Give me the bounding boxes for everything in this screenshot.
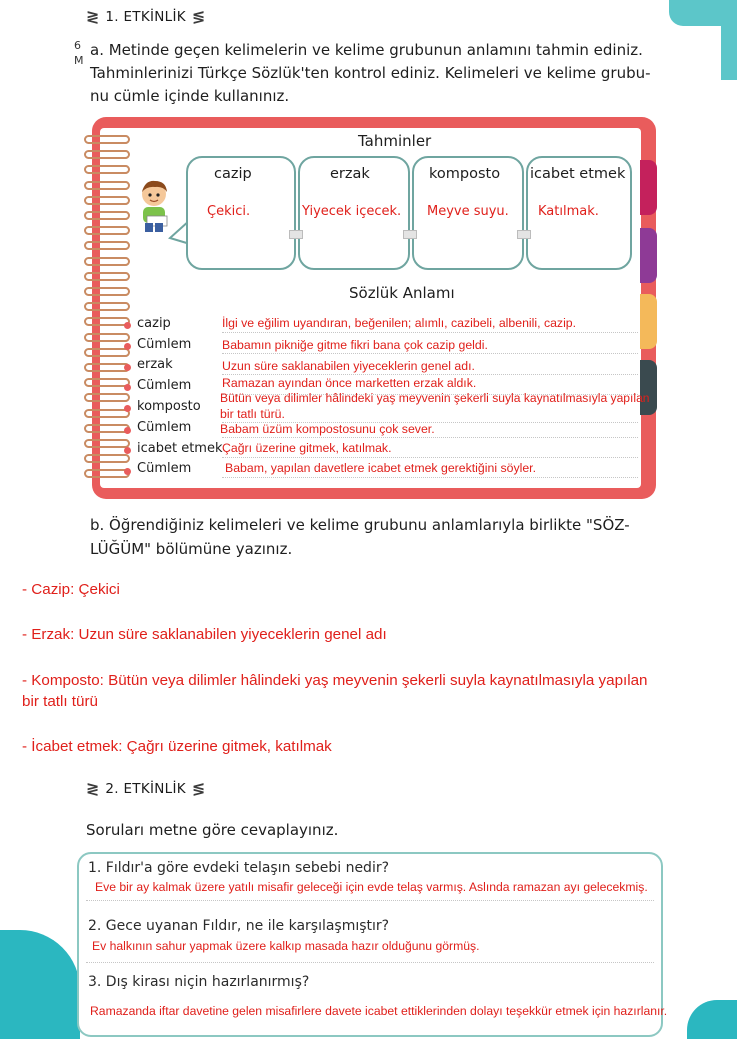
card-connector (517, 230, 531, 239)
notebook-tab (640, 160, 657, 215)
row-bullet (124, 405, 131, 412)
dictionary-title: Sözlük Anlamı (349, 284, 455, 302)
corner-decoration (0, 930, 80, 1039)
card-guess: Katılmak. (538, 204, 599, 219)
answer: Ev halkının sahur yapmak üzere kalkıp masada hazır olduğunu görmüş. (92, 939, 480, 953)
margin-mark: 6 M (74, 39, 84, 67)
spiral-ring (84, 439, 130, 448)
writing-line (222, 374, 638, 375)
spiral-ring (84, 181, 130, 190)
card-connector (289, 230, 303, 239)
row-label: Cümlem (137, 461, 192, 476)
row-bullet (124, 322, 131, 329)
spiral-ring (84, 257, 130, 266)
question: 1. Fıldır'a göre evdeki telaşın sebebi nedir? (88, 860, 390, 876)
answer: Ramazanda iftar davetine gelen misafirlere davete icabet ettiklerinden dolayı teşekkür etmek için hazırlanır. (90, 1004, 668, 1018)
spiral-ring (84, 333, 130, 342)
card-word: cazip (214, 166, 252, 182)
answer: Eve bir ay kalmak üzere yatılı misafir geleceği için evde telaş varmış. Aslında ramazan ayı gelecekmiş. (95, 880, 648, 894)
card-word: komposto (429, 166, 501, 182)
spiral-ring (84, 211, 130, 220)
instruction-a-line-1: a. Metinde geçen kelimelerin ve kelime grubunun anlamını tahmin ediniz. (90, 41, 643, 59)
row-bullet (124, 468, 131, 475)
writing-line (222, 457, 638, 458)
writing-line (86, 962, 654, 963)
row-answer: Babam üzüm kompostosunu çok sever. (220, 422, 435, 436)
instruction-a-line-2: Tahminlerinizi Türkçe Sözlük'ten kontrol ediniz. Kelimeleri ve kelime grubu- (90, 64, 651, 82)
guesses-title: Tahminler (358, 132, 432, 150)
spiral-ring (84, 196, 130, 205)
row-label: Cümlem (137, 420, 192, 435)
card-connector (403, 230, 417, 239)
glossary-entry-continued: bir tatlı türü (22, 693, 98, 710)
row-label: Cümlem (137, 337, 192, 352)
row-answer: İlgi ve eğilim uyandıran, beğenilen; alımlı, cazibeli, albenili, cazip. (222, 316, 577, 330)
row-label: komposto (137, 399, 201, 414)
wave-icon: ≶ (191, 7, 206, 26)
notebook-tab (640, 228, 657, 283)
card-word: icabet etmek (530, 166, 626, 182)
corner-decoration (721, 0, 737, 80)
row-answer: Bütün veya dilimler hâlindeki yaş meyvenin şekerli suyla kaynatılmasıyla yapılan (220, 391, 650, 405)
row-answer: Babam, yapılan davetlere icabet etmek gerektiğini söyler. (225, 461, 537, 475)
instruction-b-line-1: b. Öğrendiğiniz kelimeleri ve kelime grubunu anlamlarıyla birlikte "SÖZ- (90, 516, 630, 534)
writing-line (222, 332, 638, 333)
row-bullet (124, 343, 131, 350)
glossary-entry: - İcabet etmek: Çağrı üzerine gitmek, katılmak (22, 738, 332, 755)
spiral-ring (84, 393, 130, 402)
row-bullet (124, 384, 131, 391)
notebook-tab (640, 360, 657, 415)
wave-icon: ≷ (86, 779, 100, 798)
spiral-ring (84, 348, 130, 357)
spiral-ring (84, 150, 130, 159)
activity-2-instruction: Soruları metne göre cevaplayınız. (86, 821, 339, 839)
spiral-ring (84, 454, 130, 463)
row-answer: Uzun süre saklanabilen yiyeceklerin genel adı. (222, 359, 475, 373)
row-bullet (124, 364, 131, 371)
glossary-entry: - Cazip: Çekici (22, 581, 120, 598)
writing-line (222, 437, 638, 438)
spiral-ring (84, 409, 130, 418)
spiral-ring (84, 272, 130, 281)
row-answer: Çağrı üzerine gitmek, katılmak. (222, 441, 392, 455)
spiral-ring (84, 424, 130, 433)
writing-line (86, 900, 654, 901)
row-label: Cümlem (137, 378, 192, 393)
wave-icon: ≶ (191, 779, 206, 798)
spiral-ring (84, 241, 130, 250)
question: 2. Gece uyanan Fıldır, ne ile karşılaşmıştır? (88, 918, 390, 934)
row-answer-continued: bir tatlı türü. (220, 407, 285, 421)
glossary-entry: - Komposto: Bütün veya dilimler hâlindeki yaş meyvenin şekerli suyla kaynatılmasıyla yapılan (22, 672, 648, 689)
row-answer: Ramazan ayından önce marketten erzak aldık. (222, 376, 477, 390)
spiral-ring (84, 165, 130, 174)
badge-label: 1. ETKİNLİK (105, 9, 186, 25)
badge-label: 2. ETKİNLİK (105, 781, 186, 797)
notebook-tab (640, 294, 657, 349)
spiral-ring (84, 302, 130, 311)
row-bullet (124, 447, 131, 454)
wave-icon: ≷ (86, 7, 100, 26)
question: 3. Dış kirası niçin hazırlanırmış? (88, 974, 310, 990)
row-label: cazip (137, 316, 171, 331)
row-label: icabet etmek (137, 441, 223, 456)
instruction-b-line-2: LÜĞÜM" bölümüne yazınız. (90, 540, 293, 558)
card-guess: Çekici. (207, 204, 251, 219)
writing-line (222, 353, 638, 354)
activity-1-badge (86, 3, 205, 31)
row-label: erzak (137, 357, 173, 372)
card-guess: Meyve suyu. (427, 204, 509, 219)
spiral-ring (84, 135, 130, 144)
spiral-ring (84, 287, 130, 296)
writing-line (222, 477, 638, 478)
row-bullet (124, 427, 131, 434)
card-guess: Yiyecek içecek. (302, 204, 402, 219)
row-answer: Babamın pikniğe gitme fikri bana çok cazip geldi. (222, 338, 488, 352)
instruction-a-line-3: nu cümle içinde kullanınız. (90, 87, 290, 105)
glossary-entry: - Erzak: Uzun süre saklanabilen yiyeceklerin genel adı (22, 626, 387, 643)
card-word: erzak (330, 166, 370, 182)
activity-2-badge (86, 775, 205, 803)
spiral-ring (84, 226, 130, 235)
